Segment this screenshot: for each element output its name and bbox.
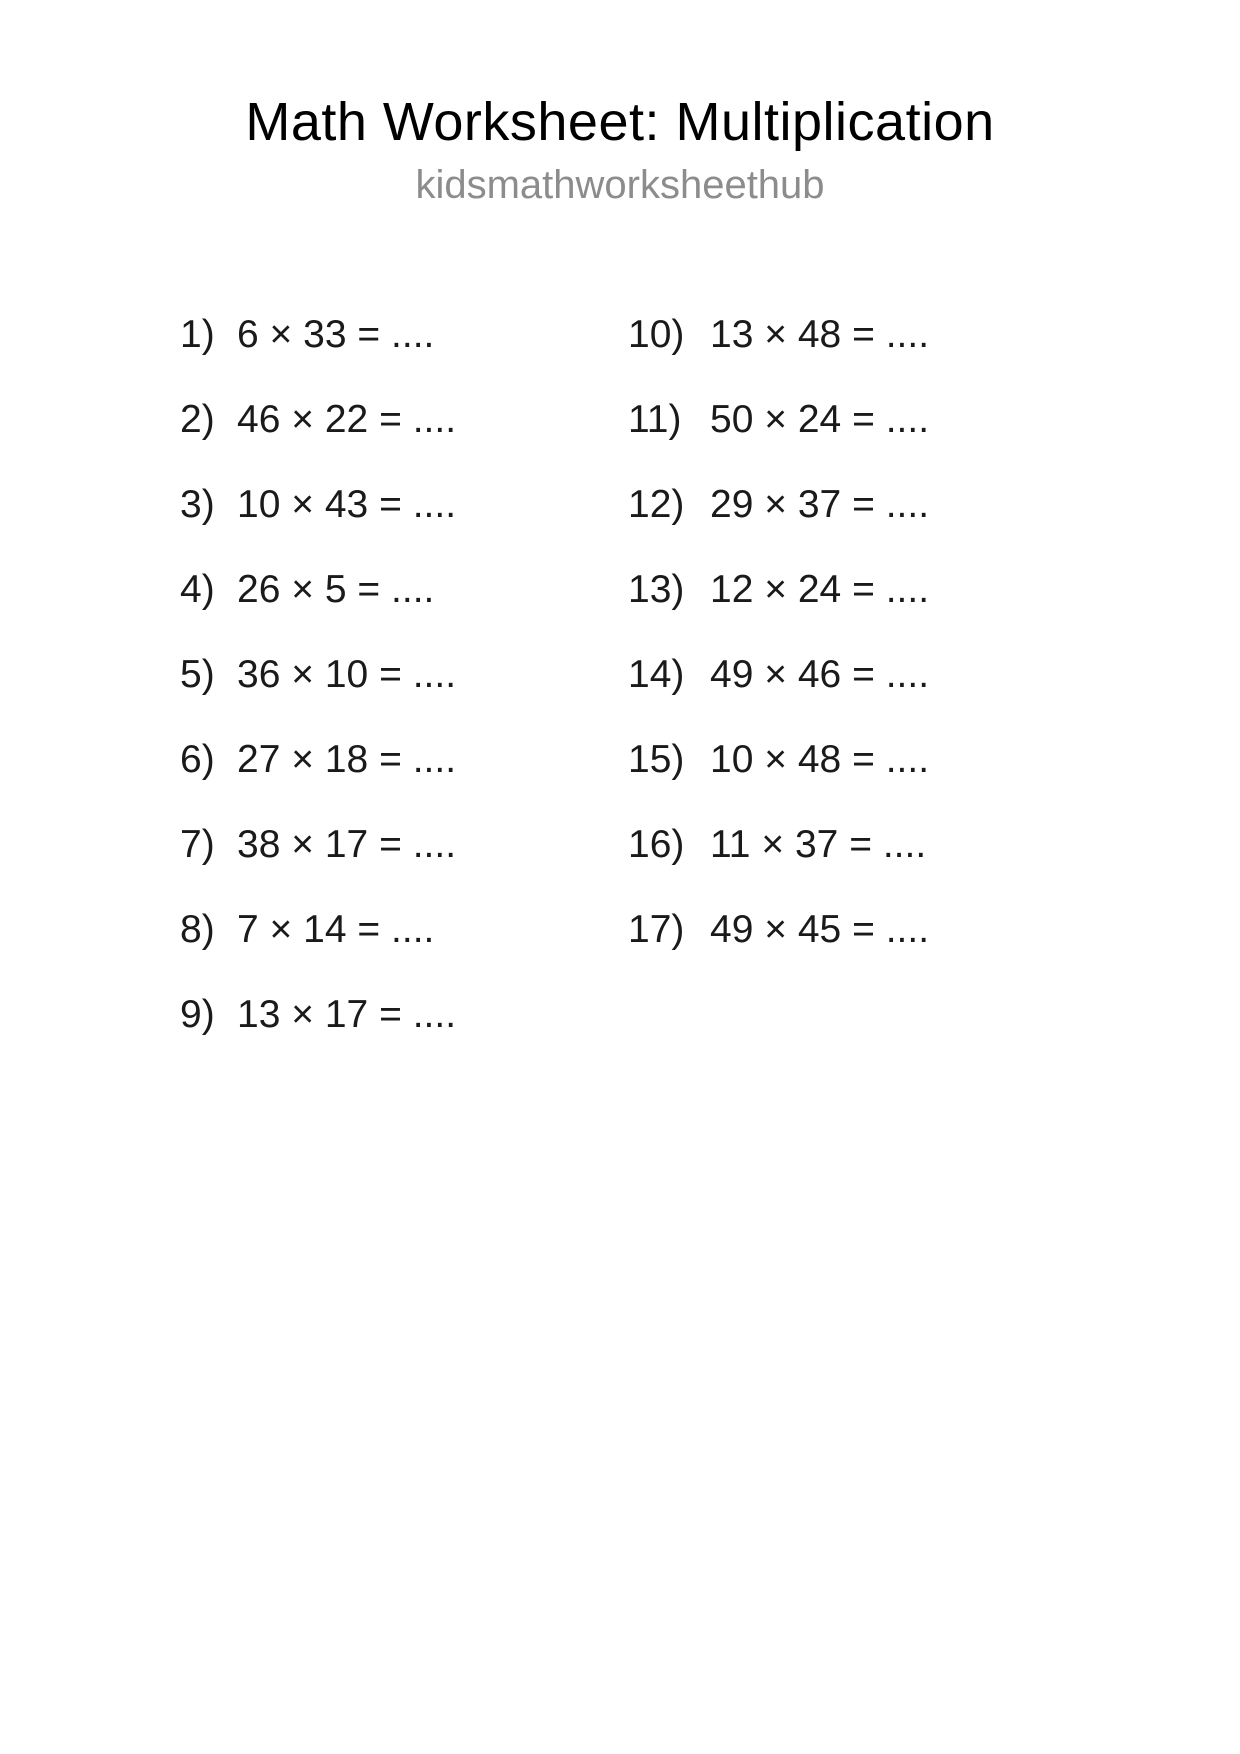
answer-blank: .... — [885, 652, 930, 696]
problem-row — [628, 397, 930, 441]
answer-blank: .... — [391, 312, 435, 356]
problem-expression — [710, 737, 930, 781]
operand-b: 22 — [324, 397, 369, 441]
problem-expression — [710, 567, 930, 611]
operand-b: 14 — [303, 907, 347, 951]
operand-a: 26 — [237, 567, 281, 611]
multiply-sign: × — [291, 822, 315, 866]
equals-sign: = — [852, 482, 875, 526]
problem-row — [628, 822, 929, 866]
equals-sign: = — [849, 822, 872, 866]
operand-b: 17 — [324, 822, 369, 866]
problems-grid — [180, 312, 1240, 1036]
multiply-sign: × — [291, 737, 315, 781]
page-title: Math Worksheet: Multiplication — [245, 92, 995, 152]
multiply-sign: × — [764, 567, 788, 611]
operand-a: 50 — [710, 397, 754, 441]
equals-sign: = — [852, 907, 875, 951]
operand-a: 6 — [237, 312, 259, 356]
problem-row — [180, 397, 628, 441]
operand-b: 43 — [324, 482, 369, 526]
operand-b: 45 — [797, 907, 842, 951]
operand-a: 10 — [237, 482, 281, 526]
problem-row — [180, 907, 628, 951]
operand-a: 49 — [710, 907, 754, 951]
problem-expression — [237, 482, 457, 526]
problem-number: 4) — [180, 567, 215, 611]
equals-sign: = — [357, 312, 381, 356]
operand-b: 10 — [324, 652, 369, 696]
problem-row — [628, 737, 930, 781]
problem-expression — [710, 652, 930, 696]
operand-b: 48 — [797, 312, 842, 356]
multiply-sign: × — [291, 567, 315, 611]
operand-a: 13 — [710, 312, 754, 356]
problem-expression — [237, 992, 457, 1036]
problem-row — [180, 312, 628, 356]
operand-b: 37 — [794, 822, 839, 866]
problem-expression — [237, 567, 435, 611]
operand-a: 29 — [710, 482, 754, 526]
problem-row — [628, 907, 930, 951]
equals-sign: = — [852, 652, 875, 696]
problem-expression — [237, 737, 457, 781]
multiply-sign: × — [291, 652, 315, 696]
operand-a: 36 — [237, 652, 281, 696]
equals-sign: = — [379, 822, 402, 866]
multiply-sign: × — [269, 312, 293, 356]
multiply-sign: × — [764, 482, 788, 526]
page-subtitle: kidsmathworksheethub — [415, 162, 825, 207]
multiply-sign: × — [764, 397, 788, 441]
problem-expression — [710, 482, 930, 526]
equals-sign: = — [379, 397, 402, 441]
problem-number: 1) — [180, 312, 215, 356]
worksheet-header — [0, 0, 1240, 209]
problem-number: 16) — [628, 822, 685, 866]
equals-sign: = — [379, 992, 402, 1036]
equals-sign: = — [379, 652, 402, 696]
problem-expression — [237, 822, 457, 866]
problem-number: 17) — [628, 907, 685, 951]
problem-expression — [237, 397, 457, 441]
operand-a: 46 — [237, 397, 281, 441]
multiply-sign: × — [291, 992, 315, 1036]
problem-number: 7) — [180, 822, 215, 866]
answer-blank: .... — [412, 482, 457, 526]
problem-expression — [710, 397, 930, 441]
operand-b: 48 — [797, 737, 842, 781]
answer-blank: .... — [885, 567, 930, 611]
problem-number: 12) — [628, 482, 685, 526]
problem-row — [180, 652, 628, 696]
operand-b: 33 — [303, 312, 347, 356]
problem-expression — [710, 312, 930, 356]
problem-number: 5) — [180, 652, 215, 696]
problem-number: 9) — [180, 992, 215, 1036]
problem-number: 14) — [628, 652, 685, 696]
answer-blank: .... — [882, 822, 927, 866]
problem-expression — [710, 907, 930, 951]
equals-sign: = — [852, 312, 875, 356]
operand-b: 17 — [324, 992, 369, 1036]
operand-b: 24 — [797, 567, 842, 611]
multiply-sign: × — [269, 907, 293, 951]
answer-blank: .... — [412, 992, 457, 1036]
problem-expression — [710, 822, 927, 866]
equals-sign: = — [379, 737, 402, 781]
problem-row — [628, 482, 930, 526]
multiply-sign: × — [761, 822, 785, 866]
equals-sign: = — [852, 737, 875, 781]
equals-sign: = — [379, 482, 402, 526]
operand-b: 18 — [324, 737, 369, 781]
problem-row — [180, 822, 628, 866]
answer-blank: .... — [412, 397, 457, 441]
problem-row — [628, 567, 930, 611]
answer-blank: .... — [412, 652, 457, 696]
operand-a: 49 — [710, 652, 754, 696]
multiply-sign: × — [764, 312, 788, 356]
operand-b: 37 — [797, 482, 842, 526]
operand-a: 27 — [237, 737, 281, 781]
equals-sign: = — [357, 567, 381, 611]
operand-b: 5 — [324, 567, 347, 611]
problem-row — [180, 992, 628, 1036]
answer-blank: .... — [885, 397, 930, 441]
operand-b: 24 — [797, 397, 842, 441]
answer-blank: .... — [391, 567, 435, 611]
problem-number: 13) — [628, 567, 685, 611]
multiply-sign: × — [764, 907, 788, 951]
equals-sign: = — [357, 907, 381, 951]
problem-number: 10) — [628, 312, 685, 356]
answer-blank: .... — [412, 737, 457, 781]
operand-a: 13 — [237, 992, 281, 1036]
problem-number: 8) — [180, 907, 215, 951]
operand-a: 12 — [710, 567, 754, 611]
problem-expression — [237, 907, 435, 951]
problem-number: 6) — [180, 737, 215, 781]
answer-blank: .... — [885, 312, 930, 356]
multiply-sign: × — [291, 482, 315, 526]
problem-row — [628, 312, 930, 356]
problem-number: 3) — [180, 482, 215, 526]
problem-number: 11) — [628, 397, 682, 441]
problem-row — [628, 652, 930, 696]
multiply-sign: × — [291, 397, 315, 441]
operand-a: 7 — [237, 907, 259, 951]
multiply-sign: × — [764, 652, 788, 696]
problem-row — [180, 482, 628, 526]
problems-column-right — [628, 312, 930, 1034]
answer-blank: .... — [412, 822, 457, 866]
operand-a: 10 — [710, 737, 754, 781]
problems-column-left — [180, 312, 628, 1036]
equals-sign: = — [852, 567, 875, 611]
problem-number: 2) — [180, 397, 215, 441]
problem-expression — [237, 652, 457, 696]
equals-sign: = — [852, 397, 875, 441]
answer-blank: .... — [391, 907, 435, 951]
answer-blank: .... — [885, 482, 930, 526]
multiply-sign: × — [764, 737, 788, 781]
problem-row — [180, 737, 628, 781]
operand-a: 11 — [710, 822, 751, 866]
operand-a: 38 — [237, 822, 281, 866]
problem-number: 15) — [628, 737, 685, 781]
problem-row — [180, 567, 628, 611]
answer-blank: .... — [885, 907, 930, 951]
answer-blank: .... — [885, 737, 930, 781]
problem-expression — [237, 312, 435, 356]
operand-b: 46 — [797, 652, 842, 696]
